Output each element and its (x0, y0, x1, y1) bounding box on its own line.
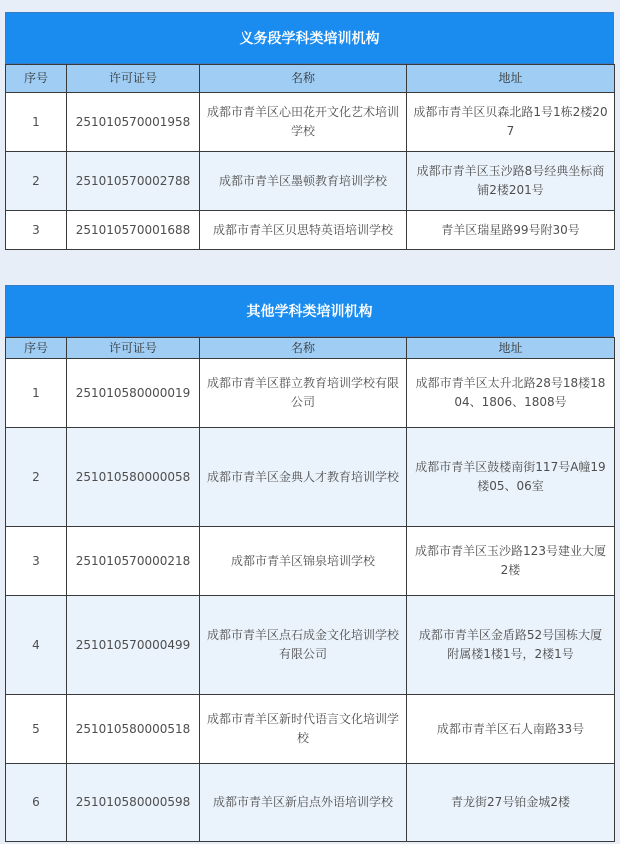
header-name: 名称 (200, 338, 407, 359)
cell-license: 251010580000058 (67, 428, 200, 527)
cell-license: 251010580000518 (67, 695, 200, 764)
cell-index: 1 (6, 93, 67, 152)
cell-index: 5 (6, 695, 67, 764)
cell-address: 青龙街27号铂金城2楼 (407, 764, 615, 842)
institution-table (5, 64, 615, 250)
cell-address: 青羊区瑞星路99号附30号 (407, 211, 615, 250)
table-header-row (6, 338, 615, 359)
table-row (6, 695, 615, 764)
cell-address: 成都市青羊区石人南路33号 (407, 695, 615, 764)
cell-license: 251010580000019 (67, 359, 200, 428)
cell-name: 成都市青羊区墨顿教育培训学校 (200, 152, 407, 211)
header-index: 序号 (6, 338, 67, 359)
table-row (6, 527, 615, 596)
cell-license: 251010570001958 (67, 93, 200, 152)
section-other (5, 285, 614, 842)
cell-name: 成都市青羊区锦泉培训学校 (200, 527, 407, 596)
section-title: 其他学科类培训机构 (5, 285, 614, 337)
cell-address: 成都市青羊区金盾路52号国栋大厦附属楼1楼1号，2楼1号 (407, 596, 615, 695)
cell-index: 2 (6, 428, 67, 527)
table-row (6, 211, 615, 250)
cell-address: 成都市青羊区太升北路28号18楼1804、1806、1808号 (407, 359, 615, 428)
cell-index: 3 (6, 527, 67, 596)
table-row (6, 428, 615, 527)
table-header-row (6, 65, 615, 93)
cell-license: 251010570002788 (67, 152, 200, 211)
cell-address: 成都市青羊区玉沙路123号建业大厦2楼 (407, 527, 615, 596)
cell-name: 成都市青羊区心田花开文化艺术培训学校 (200, 93, 407, 152)
cell-address: 成都市青羊区鼓楼南街117号A幢19楼05、06室 (407, 428, 615, 527)
header-name: 名称 (200, 65, 407, 93)
section-compulsory (5, 12, 614, 250)
cell-address: 成都市青羊区贝森北路1号1栋2楼207 (407, 93, 615, 152)
cell-license: 251010570000499 (67, 596, 200, 695)
cell-name: 成都市青羊区贝思特英语培训学校 (200, 211, 407, 250)
table-row (6, 93, 615, 152)
cell-address: 成都市青羊区玉沙路8号经典坐标商铺2楼201号 (407, 152, 615, 211)
cell-index: 4 (6, 596, 67, 695)
cell-name: 成都市青羊区新时代语言文化培训学校 (200, 695, 407, 764)
table-row (6, 359, 615, 428)
section-title: 义务段学科类培训机构 (5, 12, 614, 64)
cell-index: 3 (6, 211, 67, 250)
table-row (6, 764, 615, 842)
cell-index: 6 (6, 764, 67, 842)
header-license: 许可证号 (67, 65, 200, 93)
cell-name: 成都市青羊区新启点外语培训学校 (200, 764, 407, 842)
table-row (6, 596, 615, 695)
header-license: 许可证号 (67, 338, 200, 359)
institution-table (5, 337, 615, 842)
cell-license: 251010570001688 (67, 211, 200, 250)
header-address: 地址 (407, 65, 615, 93)
header-address: 地址 (407, 338, 615, 359)
cell-license: 251010580000598 (67, 764, 200, 842)
cell-name: 成都市青羊区群立教育培训学校有限公司 (200, 359, 407, 428)
cell-name: 成都市青羊区金典人才教育培训学校 (200, 428, 407, 527)
cell-index: 2 (6, 152, 67, 211)
cell-index: 1 (6, 359, 67, 428)
cell-name: 成都市青羊区点石成金文化培训学校有限公司 (200, 596, 407, 695)
table-row (6, 152, 615, 211)
header-index: 序号 (6, 65, 67, 93)
cell-license: 251010570000218 (67, 527, 200, 596)
